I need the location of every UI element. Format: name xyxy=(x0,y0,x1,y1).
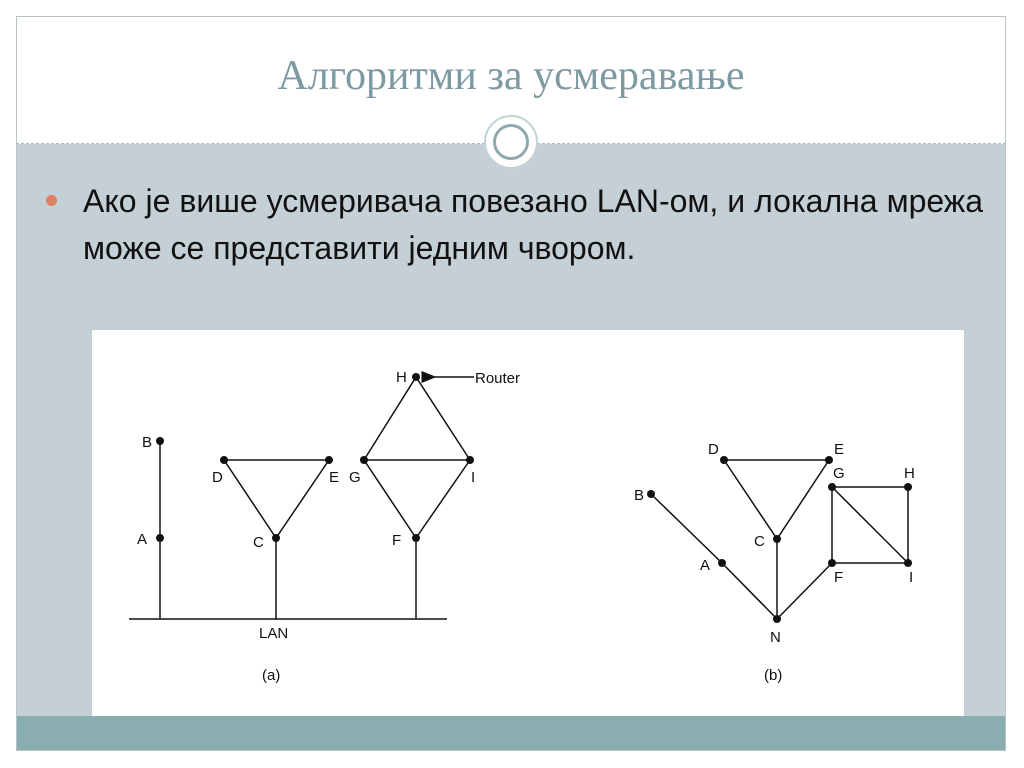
node-b-h xyxy=(904,483,912,491)
label-a-b: B xyxy=(142,434,153,451)
label-b-f: F xyxy=(834,569,844,586)
node-b-d xyxy=(720,456,728,464)
bullet-dot-icon xyxy=(46,195,57,206)
network-diagram-svg xyxy=(92,330,964,717)
diagram-b-nodes xyxy=(647,456,912,623)
edge-i-f xyxy=(416,460,470,538)
label-b-g: G xyxy=(833,465,845,482)
edge-d-c xyxy=(224,460,276,538)
edge-b-a xyxy=(651,494,722,563)
node-a-g xyxy=(360,456,368,464)
edge-e-c xyxy=(777,460,829,539)
edge-a-n xyxy=(722,563,777,619)
bullet-text: Ако је више усмеривача повезано LAN-ом, и локална мрежа може се представити једним чвором. xyxy=(83,183,983,266)
edge-h-g xyxy=(364,377,416,460)
node-a-i xyxy=(466,456,474,464)
label-b-i: I xyxy=(909,569,914,586)
diagram-a xyxy=(129,377,474,619)
label-b-b: B xyxy=(634,487,645,504)
network-diagram xyxy=(92,330,964,717)
slide-title: Алгоритми за усмеравање xyxy=(277,53,745,99)
label-b-h: H xyxy=(904,465,915,482)
label-a-router: Router xyxy=(475,370,521,387)
node-b-a xyxy=(718,559,726,567)
edge-n-f xyxy=(777,563,832,619)
label-a-d: D xyxy=(212,469,223,486)
label-a-a: A xyxy=(137,531,148,548)
edge-d-c xyxy=(724,460,777,539)
node-a-b xyxy=(156,437,164,445)
label-a-g: G xyxy=(349,469,361,486)
node-b-n xyxy=(773,615,781,623)
label-lan: LAN xyxy=(259,625,289,642)
edge-e-c xyxy=(276,460,329,538)
node-b-b xyxy=(647,490,655,498)
edge-g-f xyxy=(364,460,416,538)
node-b-i xyxy=(904,559,912,567)
caption-a: (a) xyxy=(262,667,281,684)
edge-g-i xyxy=(832,487,908,563)
footer-band xyxy=(16,716,1006,751)
circle-ornament-inner xyxy=(493,124,529,160)
node-b-f xyxy=(828,559,836,567)
label-a-c: C xyxy=(253,534,264,551)
label-a-i: I xyxy=(471,469,476,486)
label-b-c: C xyxy=(754,533,765,550)
node-b-e xyxy=(825,456,833,464)
circle-ornament-icon xyxy=(484,115,538,169)
label-a-e: E xyxy=(329,469,340,486)
node-a-h xyxy=(412,373,420,381)
label-b-n: N xyxy=(770,629,781,646)
node-a-c xyxy=(272,534,280,542)
label-a-h: H xyxy=(396,369,407,386)
node-b-c xyxy=(773,535,781,543)
label-b-e: E xyxy=(834,441,845,458)
diagram-a-nodes xyxy=(156,373,474,542)
edge-h-i xyxy=(416,377,470,460)
caption-b: (b) xyxy=(764,667,783,684)
node-a-f xyxy=(412,534,420,542)
node-a-a xyxy=(156,534,164,542)
node-b-g xyxy=(828,483,836,491)
node-a-e xyxy=(325,456,333,464)
label-a-f: F xyxy=(392,532,402,549)
label-b-d: D xyxy=(708,441,719,458)
node-a-d xyxy=(220,456,228,464)
label-b-a: A xyxy=(700,557,711,574)
